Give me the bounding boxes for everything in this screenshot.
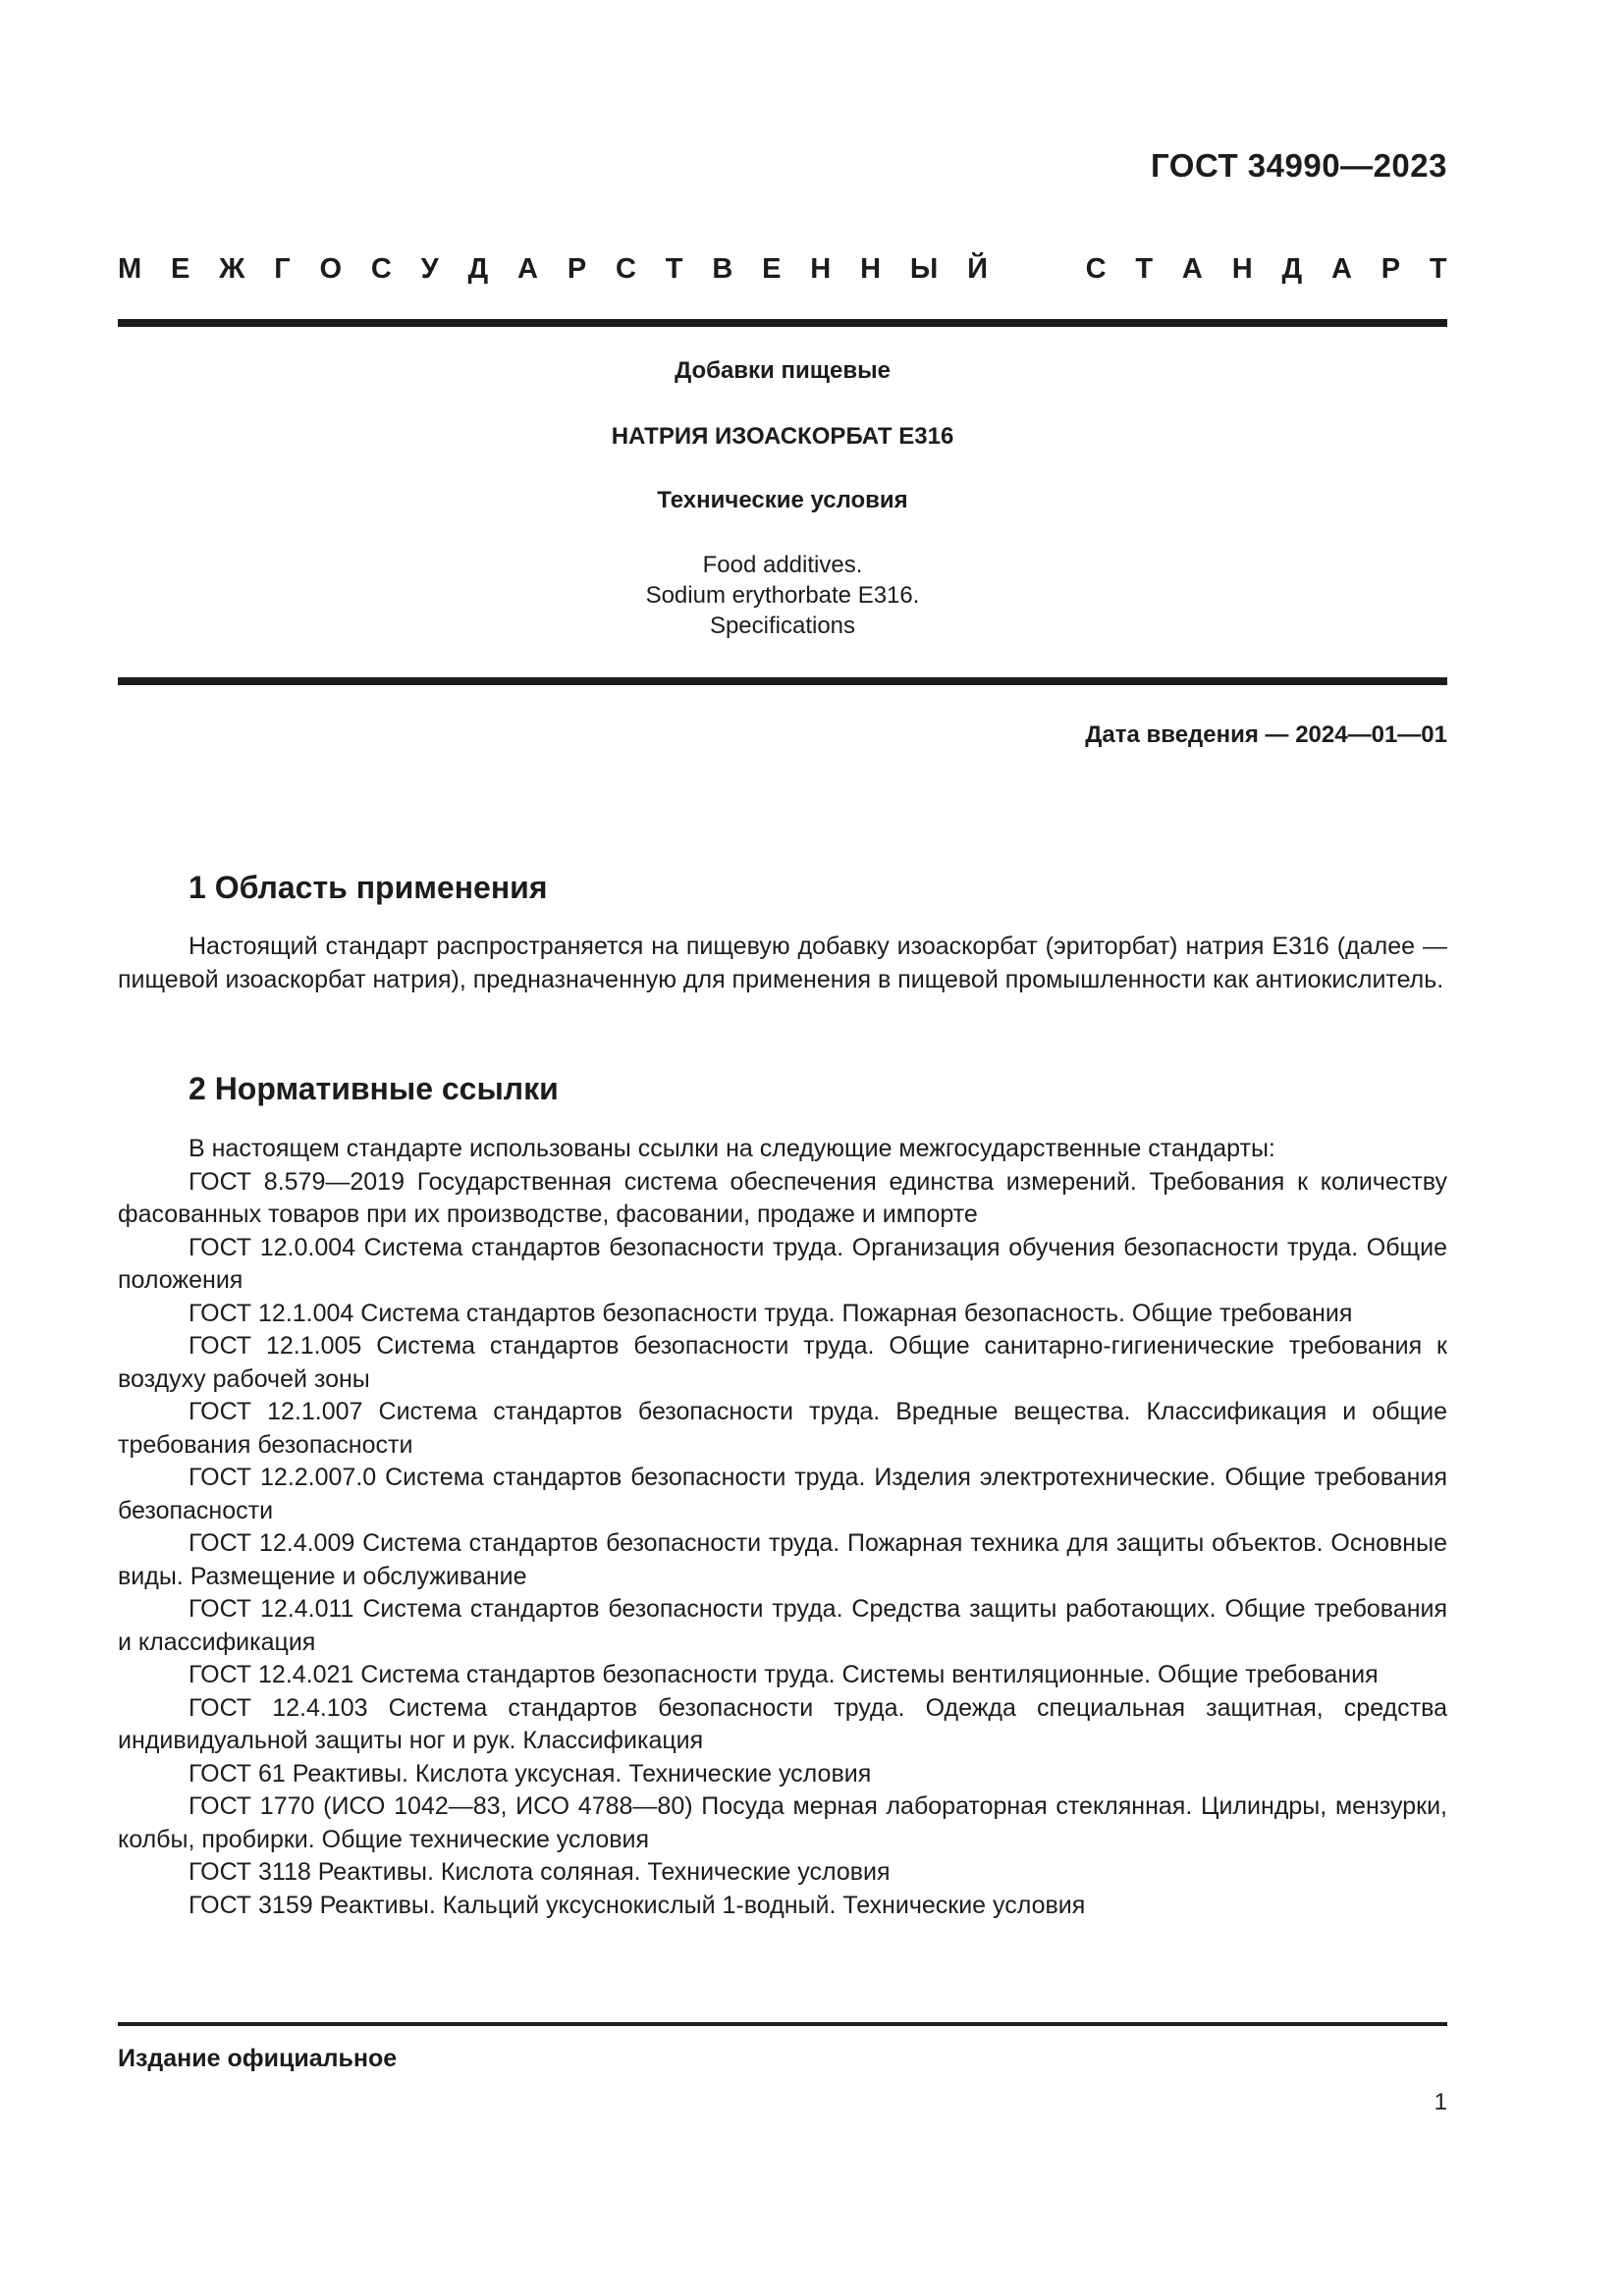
doc-type-letter: Д xyxy=(1281,253,1303,285)
doc-type-letter: Н xyxy=(1231,253,1253,285)
doc-type-letter: С xyxy=(370,253,392,285)
introduction-date: Дата введения — 2024—01—01 xyxy=(1085,721,1447,748)
doc-type-letter: Н xyxy=(860,253,882,285)
page-number: 1 xyxy=(1434,2089,1447,2115)
reference-item: ГОСТ 3159 Реактивы. Кальций уксуснокислый 1-водный. Технические условия xyxy=(189,1891,1086,1919)
title-divider xyxy=(118,677,1447,685)
section-heading-references: 2 Нормативные ссылки xyxy=(189,1071,559,1106)
doc-type-letter: Ы xyxy=(909,253,939,285)
doc-type-letter: Р xyxy=(567,253,587,285)
reference-item: ГОСТ 3118 Реактивы. Кислота соляная. Технические условия xyxy=(189,1858,891,1886)
doc-type-letter: Е xyxy=(762,253,782,285)
doc-type-letter: Й xyxy=(967,253,988,285)
doc-type-letter: Т xyxy=(1135,253,1154,285)
word-gap xyxy=(1017,253,1056,286)
reference-item: ГОСТ 12.0.004 Система стандартов безопасности труда. Организация обучения безопасности труда. Общие положения xyxy=(118,1233,1447,1294)
reference-item: ГОСТ 1770 (ИСО 1042—83, ИСО 4788—80) Посуда мерная лабораторная стеклянная. Цилиндры, мензурки, колбы, пробирки. Общие технические условия xyxy=(118,1792,1447,1853)
header-divider xyxy=(118,319,1447,327)
doc-type-letter: Р xyxy=(1380,253,1401,285)
reference-item: ГОСТ 12.1.005 Система стандартов безопасности труда. Общие санитарно-гигиенические требования к воздуху рабочей зоны xyxy=(118,1332,1447,1393)
doc-type-letter: О xyxy=(319,253,343,285)
edition-label: Издание официальное xyxy=(118,2045,398,2072)
title-subtitle: Технические условия xyxy=(657,487,908,513)
doc-type-letter: Г xyxy=(274,253,291,285)
doc-type-letter: Е xyxy=(171,253,190,285)
doc-type-letter: Д xyxy=(467,253,489,285)
doc-type-letter: А xyxy=(1181,253,1203,285)
reference-item: ГОСТ 12.1.007 Система стандартов безопасности труда. Вредные вещества. Классификация и общие требования безопасности xyxy=(118,1398,1447,1459)
footer-divider xyxy=(118,2022,1447,2026)
english-title-line: Sodium erythorbate E316. xyxy=(645,582,920,609)
doc-type-letter: С xyxy=(616,253,636,285)
scope-paragraph: Настоящий стандарт распространяется на пищевую добавку изоаскорбат (эриторбат) натрия Е316 (далее — пищевой изоаскорбат натрия), предназначенную для применения в пищевой промышленности как антиокислитель. xyxy=(118,933,1447,993)
doc-type-letter: Т xyxy=(1429,253,1447,285)
doc-type-letter: У xyxy=(420,253,439,285)
english-title-line: Food additives. xyxy=(702,552,863,578)
doc-type-letter: Т xyxy=(665,253,683,285)
doc-type-letter: Ж xyxy=(219,253,245,285)
reference-item: ГОСТ 8.579—2019 Государственная система обеспечения единства измерений. Требования к количеству фасованных товаров при их производстве, фасовании, продаже и импорте xyxy=(118,1167,1447,1228)
doc-type-letter: Н xyxy=(810,253,832,285)
reference-item: ГОСТ 12.4.009 Система стандартов безопасности труда. Пожарная техника для защиты объектов. Основные виды. Размещение и обслуживание xyxy=(118,1529,1447,1590)
reference-item: ГОСТ 12.4.021 Система стандартов безопасности труда. Системы вентиляционные. Общие требования xyxy=(189,1661,1379,1688)
english-title xyxy=(118,550,1447,641)
reference-item: ГОСТ 12.2.007.0 Система стандартов безопасности труда. Изделия электротехнические. Общие требования безопасности xyxy=(118,1464,1447,1524)
reference-item: В настоящем стандарте использованы ссылки на следующие межгосударственные стандарты: xyxy=(189,1135,1275,1162)
doc-type-letter: С xyxy=(1085,253,1107,285)
doc-type-letter: В xyxy=(712,253,733,285)
reference-item: ГОСТ 12.1.004 Система стандартов безопасности труда. Пожарная безопасность. Общие требования xyxy=(189,1299,1353,1327)
title-group: Добавки пищевые xyxy=(675,357,891,384)
doc-type-letter: А xyxy=(1330,253,1352,285)
reference-item: ГОСТ 61 Реактивы. Кислота уксусная. Технические условия xyxy=(189,1759,872,1788)
doc-type-letter: М xyxy=(118,253,142,285)
document-type-line xyxy=(118,253,1447,286)
doc-type-letter: А xyxy=(517,253,538,285)
references-list xyxy=(118,1133,1447,1922)
gost-number: ГОСТ 34990—2023 xyxy=(1151,147,1447,184)
reference-item: ГОСТ 12.4.103 Система стандартов безопасности труда. Одежда специальная защитная, средства индивидуальной защиты ног и рук. Классификация xyxy=(118,1693,1447,1754)
section-heading-scope: 1 Область применения xyxy=(189,870,548,905)
english-title-line: Specifications xyxy=(709,613,856,639)
reference-item: ГОСТ 12.4.011 Система стандартов безопасности труда. Средства защиты работающих. Общие требования и классификация xyxy=(118,1595,1447,1656)
title-name: НАТРИЯ ИЗОАСКОРБАТ Е316 xyxy=(611,423,954,450)
